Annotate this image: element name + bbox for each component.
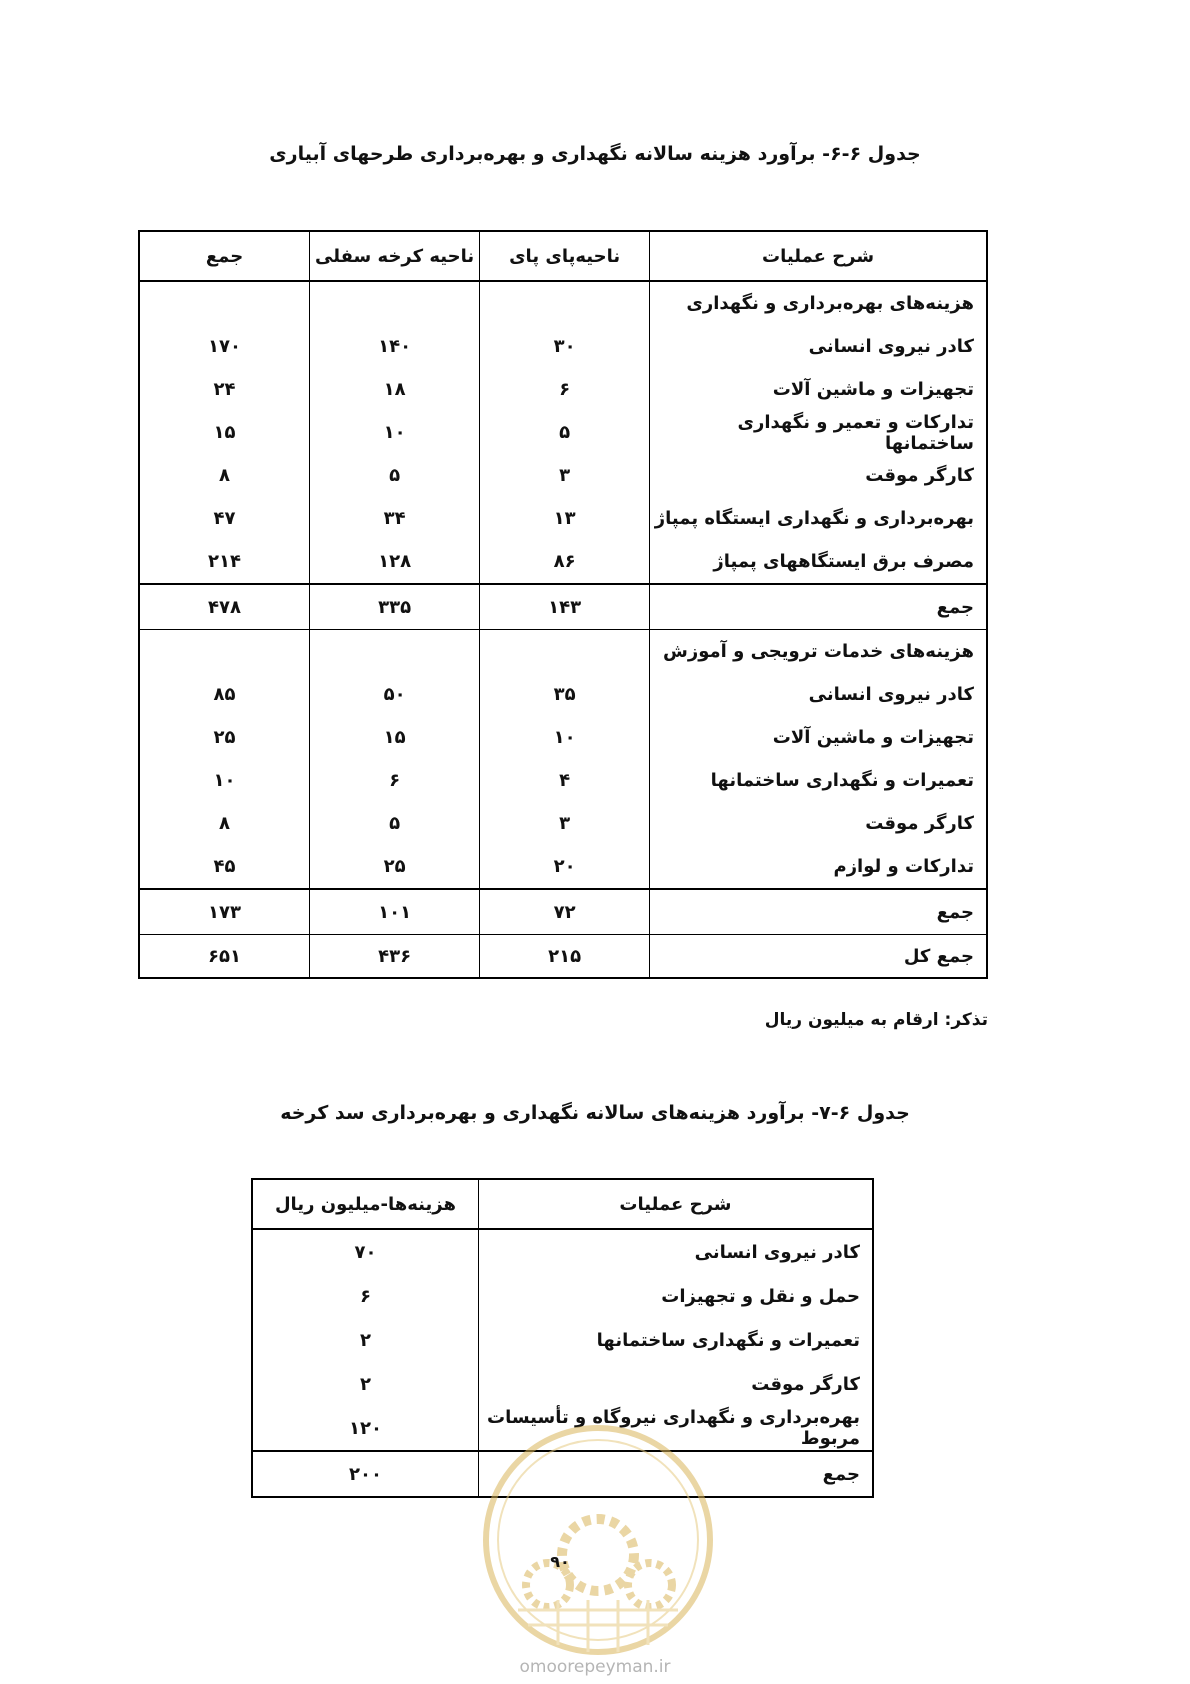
cell-total: ۸ [139, 454, 310, 497]
cell-lower-karkheh: ۱۰۱ [310, 889, 480, 935]
table-row [139, 454, 987, 497]
row-label: تدارکات و لوازم [650, 845, 987, 889]
table-row [139, 325, 987, 368]
row-label: تعمیرات و نگهداری ساختمانها [478, 1318, 873, 1362]
cell-total: ۴۷ [139, 497, 310, 540]
table-row [252, 1229, 873, 1274]
cell-lower-karkheh: ۱۰ [310, 411, 480, 454]
row-label: بهره‌برداری و نگهداری ایستگاه پمپاژ [650, 497, 987, 540]
cell-lower-karkheh: ۲۵ [310, 845, 480, 889]
cell-cost: ۲ [252, 1318, 478, 1362]
row-label: کارگر موقت [478, 1362, 873, 1406]
cell-total [139, 281, 310, 325]
table1-note: تذکر: ارقام به میلیون ریال [764, 1010, 988, 1030]
col-header-description: شرح عملیات [478, 1179, 873, 1229]
row-label: مصرف برق ایستگاههای پمپاژ [650, 540, 987, 584]
row-label: جمع کل [650, 935, 987, 979]
row-label: کادر نیروی انسانی [650, 325, 987, 368]
cell-paypay: ۵ [480, 411, 650, 454]
cell-lower-karkheh: ۵۰ [310, 673, 480, 716]
subtotal-row [139, 584, 987, 630]
cell-lower-karkheh: ۱۵ [310, 716, 480, 759]
cell-total: ۱۷۰ [139, 325, 310, 368]
cell-paypay: ۱۰ [480, 716, 650, 759]
table-row [139, 716, 987, 759]
cell-total: ۲۵ [139, 716, 310, 759]
cell-cost: ۲۰۰ [252, 1451, 478, 1497]
cell-cost: ۶ [252, 1274, 478, 1318]
row-label: جمع [650, 889, 987, 935]
col-header-lower-karkheh: ناحیه کرخه سفلی [310, 231, 480, 281]
col-header-description: شرح عملیات [650, 231, 987, 281]
cell-paypay: ۷۲ [480, 889, 650, 935]
row-label: کارگر موقت [650, 454, 987, 497]
cell-lower-karkheh [310, 630, 480, 674]
cell-total: ۸ [139, 802, 310, 845]
cell-total: ۱۵ [139, 411, 310, 454]
subtotal-row [139, 889, 987, 935]
cell-lower-karkheh: ۱۴۰ [310, 325, 480, 368]
cell-cost: ۱۲۰ [252, 1406, 478, 1451]
table-row [139, 497, 987, 540]
cell-total: ۱۰ [139, 759, 310, 802]
cell-lower-karkheh: ۳۳۵ [310, 584, 480, 630]
grand-total-row [139, 935, 987, 979]
table-row [252, 1274, 873, 1318]
row-label: کارگر موقت [650, 802, 987, 845]
row-label: کادر نیروی انسانی [650, 673, 987, 716]
cell-lower-karkheh: ۵ [310, 454, 480, 497]
row-label: کادر نیروی انسانی [478, 1229, 873, 1274]
table-row [139, 368, 987, 411]
row-label: جمع [478, 1451, 873, 1497]
cell-total: ۸۵ [139, 673, 310, 716]
col-header-paypay: ناحیه‌پای پای [480, 231, 650, 281]
section-header-row [139, 630, 987, 674]
row-label: تدارکات و تعمیر و نگهداری ساختمانها [650, 411, 987, 454]
table-row [139, 802, 987, 845]
table-row [252, 1318, 873, 1362]
cell-cost: ۲ [252, 1362, 478, 1406]
cell-paypay: ۶ [480, 368, 650, 411]
cell-paypay [480, 630, 650, 674]
cell-paypay: ۳۰ [480, 325, 650, 368]
cell-total: ۴۵ [139, 845, 310, 889]
watermark-stamp-logo [478, 1420, 718, 1660]
section-header-row [139, 281, 987, 325]
cell-total [139, 630, 310, 674]
table2-caption: جدول ۶-۷- برآورد هزینه‌های سالانه نگهداری و بهره‌برداری سد کرخه [280, 1102, 910, 1124]
table-row [139, 411, 987, 454]
cell-cost: ۷۰ [252, 1229, 478, 1274]
cell-total: ۲۴ [139, 368, 310, 411]
maintenance-cost-table [138, 230, 988, 979]
row-label: تجهیزات و ماشین آلات [650, 368, 987, 411]
row-label: هزینه‌های بهره‌برداری و نگهداری [650, 281, 987, 325]
cell-paypay: ۴ [480, 759, 650, 802]
table1-caption: جدول ۶-۶- برآورد هزینه سالانه نگهداری و بهره‌برداری طرحهای آبیاری [269, 143, 921, 165]
cell-paypay: ۱۳ [480, 497, 650, 540]
page-number: ۹۰ [550, 1552, 570, 1571]
cell-total: ۲۱۴ [139, 540, 310, 584]
cell-paypay: ۱۴۳ [480, 584, 650, 630]
cell-paypay: ۸۶ [480, 540, 650, 584]
cell-paypay: ۳۵ [480, 673, 650, 716]
cell-paypay: ۲۱۵ [480, 935, 650, 979]
table-row [252, 1362, 873, 1406]
table-header-row [139, 231, 987, 281]
cell-lower-karkheh: ۵ [310, 802, 480, 845]
row-label: تجهیزات و ماشین آلات [650, 716, 987, 759]
cell-paypay [480, 281, 650, 325]
table-header-row [252, 1179, 873, 1229]
cell-paypay: ۳ [480, 454, 650, 497]
cell-lower-karkheh: ۱۸ [310, 368, 480, 411]
row-label: بهره‌برداری و نگهداری نیروگاه و تأسیسات مربوط [478, 1406, 873, 1451]
cell-total: ۴۷۸ [139, 584, 310, 630]
row-label: جمع [650, 584, 987, 630]
cell-lower-karkheh: ۶ [310, 759, 480, 802]
cell-paypay: ۳ [480, 802, 650, 845]
row-label: حمل و نقل و تجهیزات [478, 1274, 873, 1318]
cell-lower-karkheh: ۱۲۸ [310, 540, 480, 584]
table-row [139, 673, 987, 716]
cell-paypay: ۲۰ [480, 845, 650, 889]
cell-lower-karkheh: ۴۳۶ [310, 935, 480, 979]
cell-total: ۱۷۳ [139, 889, 310, 935]
table-row [139, 540, 987, 584]
col-header-cost: هزینه‌ها-میلیون ریال [252, 1179, 478, 1229]
table-row [139, 759, 987, 802]
row-label: تعمیرات و نگهداری ساختمانها [650, 759, 987, 802]
watermark-url: omoorepeyman.ir [519, 1657, 671, 1677]
col-header-total: جمع [139, 231, 310, 281]
row-label: هزینه‌های خدمات ترویجی و آموزش [650, 630, 987, 674]
cell-lower-karkheh: ۳۴ [310, 497, 480, 540]
cell-lower-karkheh [310, 281, 480, 325]
cell-total: ۶۵۱ [139, 935, 310, 979]
table-row [139, 845, 987, 889]
